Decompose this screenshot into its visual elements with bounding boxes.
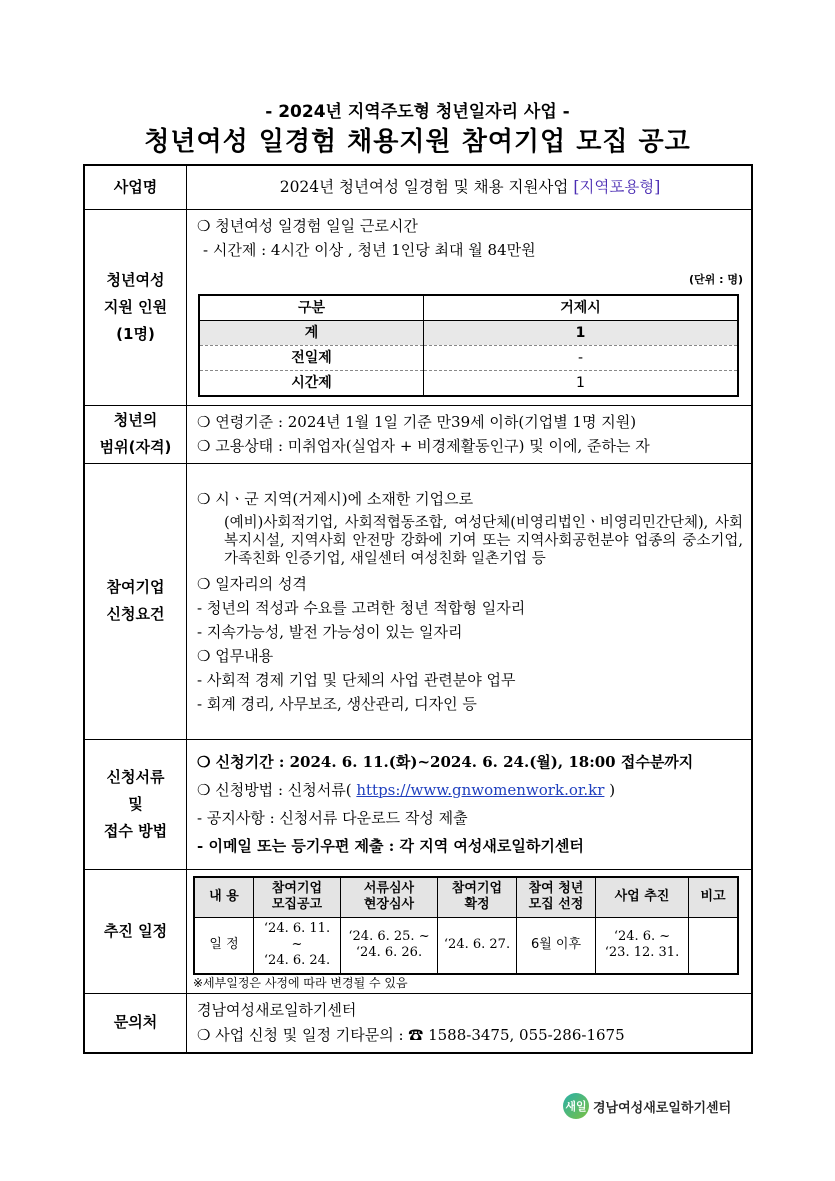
eligibility-item: ❍ 연령기준 : 2024년 1월 1일 기준 만39세 이하(기업별 1명 지원) [197, 413, 637, 431]
quota-row-total [199, 320, 738, 345]
application-submit: - 이메일 또는 등기우편 제출 : 각 지역 여성새로일하기센터 [197, 837, 584, 855]
task-heading: ❍ 업무내용 [197, 646, 274, 665]
schedule-cell-item [689, 917, 739, 974]
header-line: 참여기업 [451, 881, 503, 896]
label-application [84, 739, 187, 869]
row-support [84, 209, 752, 405]
schedule-cell-item [254, 917, 341, 974]
requirements-cell [187, 463, 753, 739]
cell-line: ‘24. 6. 24. [263, 953, 331, 968]
schedule-table [193, 876, 739, 975]
project-type: [지역포용형] [573, 178, 661, 197]
quota-row-fulltime [199, 345, 738, 370]
schedule-header [596, 877, 689, 918]
label-schedule: 추진 일정 [84, 869, 187, 993]
label-eligibility [84, 405, 187, 463]
logo-text: 경남여성새로일하기센터 [593, 1100, 732, 1116]
label-line: 청년여성 [106, 270, 165, 289]
application-method [197, 776, 743, 804]
application-period: ❍ 신청기간 : 2024. 6. 11.(화)~2024. 6. 24.(월), 18:00 접수분까지 [197, 753, 694, 771]
quota-label: 계 [199, 320, 424, 345]
label-requirements [84, 463, 187, 739]
label-support [84, 209, 187, 405]
schedule-header-row [194, 877, 738, 918]
schedule-cell-item [596, 917, 689, 974]
quota-header: 구분 [199, 295, 424, 321]
quota-value: - [424, 345, 739, 370]
region-heading: ❍ 시ㆍ군 지역(거제시)에 소재한 기업으로 [197, 489, 474, 508]
support-cell [187, 209, 753, 405]
contact-org: 경남여성새로일하기센터 [197, 1000, 357, 1019]
row-contact [84, 993, 752, 1053]
header-line: 서류심사 [363, 881, 415, 896]
quota-value: 1 [424, 370, 739, 396]
page-title: 청년여성 일경험 채용지원 참여기업 모집 공고 [144, 127, 691, 157]
cell-line: ~ [291, 937, 303, 952]
cell-line: ‘23. 12. 31. [604, 945, 680, 960]
label-project: 사업명 [84, 165, 187, 209]
label-line: 신청요건 [106, 605, 165, 623]
cell-line: ‘24. 6. ~ [613, 929, 671, 944]
header-line: 참여 청년 [528, 881, 584, 896]
schedule-body-row [194, 917, 738, 974]
footer-logo [563, 1092, 731, 1120]
header-line: 현장심사 [363, 897, 415, 912]
support-detail: - 시간제 : 4시간 이상 , 청년 1인당 최대 월 84만원 [203, 240, 536, 259]
unit-note: (단위 : 명) [689, 272, 743, 286]
subtitle: - 2024년 지역주도형 청년일자리 사업 - [265, 102, 570, 122]
region-detail: (예비)사회적기업, 사회적협동조합, 여성단체(비영리법인ㆍ비영리민간단체), 사회복지시설, 지역사회 안전망 강화에 기여 또는 지역사회공헌분야 업종의 중소기업, 가족친화 인증기업, 새일센터 여성친화 일촌기업 등 [224, 514, 743, 567]
phone-icon: ☎ [408, 1025, 424, 1044]
schedule-header [341, 877, 438, 918]
label-line: 범위(자격) [99, 438, 172, 456]
job-heading: ❍ 일자리의 성격 [197, 574, 307, 593]
label-line: 지원 인원 [103, 297, 168, 316]
schedule-cell-item [438, 917, 517, 974]
application-cell [187, 739, 753, 869]
method-suffix: ) [609, 781, 616, 799]
quota-header: 거제시 [424, 295, 739, 321]
header-line: 확정 [464, 897, 490, 912]
cell-line: 6월 이후 [530, 937, 582, 952]
quota-label: 전일제 [199, 345, 424, 370]
quota-label: 시간제 [199, 370, 424, 396]
schedule-header [438, 877, 517, 918]
task-item: - 사회적 경제 기업 및 단체의 사업 관련분야 업무 [197, 670, 516, 689]
schedule-header [517, 877, 596, 918]
label-contact: 문의처 [84, 993, 187, 1053]
row-requirements [84, 463, 752, 739]
cell-line: ‘24. 6. 26. [355, 945, 423, 960]
schedule-header [194, 877, 254, 918]
cell-line: 일 정 [209, 937, 239, 952]
contact-cell [187, 993, 753, 1053]
contact-prefix: ❍ 사업 신청 및 일정 기타문의 : [197, 1025, 404, 1044]
project-name-cell [187, 165, 753, 209]
header-line: 비고 [700, 889, 726, 904]
quota-value: 1 [424, 320, 739, 345]
header-line: 사업 추진 [614, 889, 670, 904]
support-heading: ❍ 청년여성 일경험 일일 근로시간 [197, 216, 418, 235]
row-application [84, 739, 752, 869]
label-line: 청년의 [113, 411, 158, 429]
label-line: 참여기업 [106, 578, 165, 596]
method-prefix: ❍ 신청방법 : 신청서류( [197, 781, 352, 799]
label-line: 및 [128, 794, 143, 813]
contact-detail [197, 1023, 743, 1048]
schedule-header [254, 877, 341, 918]
job-item: - 청년의 적성과 수요를 고려한 청년 적합형 일자리 [197, 598, 526, 617]
schedule-cell-item [517, 917, 596, 974]
label-line: 신청서류 [106, 767, 165, 786]
row-project [84, 165, 752, 209]
header-line: 모집공고 [271, 897, 323, 912]
header-line: 모집 선정 [528, 897, 584, 912]
cell-line: ‘24. 6. 11. [263, 921, 331, 936]
contact-phones: 1588-3475, 055-286-1675 [428, 1025, 625, 1044]
notice-table [83, 164, 753, 1054]
quota-header-row [199, 295, 738, 321]
schedule-cell-item [341, 917, 438, 974]
row-eligibility [84, 405, 752, 463]
cell-line: ‘24. 6. 27. [443, 937, 511, 952]
job-item: - 지속가능성, 발전 가능성이 있는 일자리 [197, 622, 463, 641]
quota-row-parttime [199, 370, 738, 396]
eligibility-item: ❍ 고용상태 : 미취업자(실업자 + 비경제활동인구) 및 이에, 준하는 자 [197, 437, 650, 455]
quota-table [198, 294, 739, 397]
logo-icon: 새일 [563, 1093, 589, 1119]
header-line: 내 용 [209, 889, 239, 904]
project-name: 2024년 청년여성 일경험 및 채용 지원사업 [279, 178, 569, 197]
label-line: (1명) [116, 324, 155, 343]
header-line: 참여기업 [271, 881, 323, 896]
row-schedule [84, 869, 752, 993]
schedule-cell [187, 869, 753, 993]
schedule-note: ※세부일정은 사정에 따라 변경될 수 있음 [193, 975, 408, 990]
schedule-header [689, 877, 739, 918]
cell-line: ‘24. 6. 25. ~ [348, 929, 430, 944]
task-item: - 회계 경리, 사무보조, 생산관리, 디자인 등 [197, 694, 477, 713]
schedule-cell-item [194, 917, 254, 974]
application-notice: - 공지사항 : 신청서류 다운로드 작성 제출 [197, 809, 468, 827]
eligibility-cell [187, 405, 753, 463]
application-link[interactable]: https://www.gnwomenwork.or.kr [356, 781, 605, 799]
label-line: 접수 방법 [103, 821, 168, 840]
